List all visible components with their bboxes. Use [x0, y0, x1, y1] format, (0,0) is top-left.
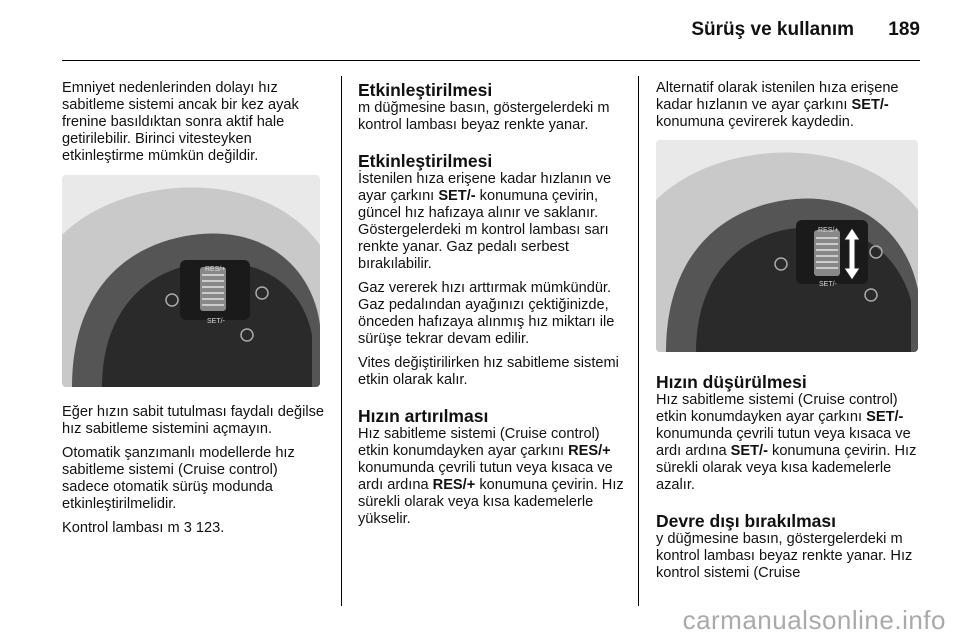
column-1: [62, 80, 327, 172]
column-2: [358, 80, 628, 535]
cruise-control-icon: m: [597, 100, 610, 116]
steering-wheel-image-2: [656, 140, 918, 352]
paragraph: y düğmesine basın, göstergelerdeki m kontrol lambası beyaz renkte yanar. Hız kontrol sistemi (Cruise: [656, 531, 913, 581]
set-label: SET/-: [819, 281, 837, 288]
page-header-title: Sürüş ve kullanım: [691, 19, 854, 40]
column-3: [656, 80, 924, 138]
paragraph: Emniyet nedenlerinden dolayı hız sabitleme sistemi ancak bir kez ayak frenine basıldıktan sonra aktif hale getirilebilir. Birinci vitesteyken etkinleştirme mümkün değildir.: [62, 80, 299, 164]
cruise-cancel-icon: y: [656, 531, 664, 547]
steering-wheel-image-1: [62, 175, 320, 387]
section-heading: Devre dışı bırakılması: [656, 511, 836, 531]
res-label: RES/+: [818, 227, 839, 234]
paragraph: Hız sabitleme sistemi (Cruise control) etkin konumdayken ayar çarkını SET/- konumunda çevrili tutun veya kısaca ve ardı ardına SET/- konumuna çevirin. Hız sürekli olarak veya kısa kademelerle azalır.: [656, 392, 917, 493]
watermark: carmanualsonline.info: [682, 605, 946, 635]
paragraph: Kontrol lambası m 3 123.: [62, 520, 225, 536]
paragraph: m düğmesine basın, göstergelerdeki m kontrol lambası beyaz renkte yanar.: [358, 100, 610, 133]
cruise-control-icon: m: [358, 100, 371, 116]
set-label: SET/-: [207, 318, 225, 325]
section-heading: Hızın artırılması: [358, 406, 489, 426]
res-label: RES/+: [205, 266, 226, 273]
paragraph: Vites değiştirilirken hız sabitleme sistemi etkin olarak kalır.: [358, 355, 619, 388]
cruise-control-icon: m: [167, 520, 180, 536]
column-divider-1: [341, 76, 342, 606]
page-reference-icon: 3: [183, 520, 192, 536]
cruise-control-icon: m: [465, 222, 478, 238]
section-heading: Etkinleştirilmesi: [358, 151, 493, 171]
cruise-control-icon: m: [890, 531, 903, 547]
thumbwheel: [814, 230, 840, 276]
header-rule: [62, 60, 920, 61]
paragraph: İstenilen hıza erişene kadar hızlanın ve ayar çarkını SET/- konumuna çevirin, güncel hız hafızaya alınır ve saklanır. Göstergelerdeki m kontrol lambası sarı renkte yanar. Gaz pedalı serbest bırakılabilir.: [358, 171, 612, 272]
paragraph: Hız sabitleme sistemi (Cruise control) etkin konumdayken ayar çarkını RES/+ konumunda çevrili tutun veya kısaca ve ardı ardına RES/+ konumuna çevirin. Hız sürekli olarak veya kısa kademelerle yükselir.: [358, 426, 624, 527]
column-3-lower: [656, 372, 924, 589]
paragraph: Alternatif olarak istenilen hıza erişene kadar hızlanın ve ayar çarkını SET/- konumuna çevirerek kaydedin.: [656, 80, 899, 130]
paragraph: Eğer hızın sabit tutulması faydalı değilse hız sabitleme sistemini açmayın.: [62, 404, 325, 437]
section-heading: Etkinleştirilmesi: [358, 80, 493, 100]
section-heading: Hızın düşürülmesi: [656, 372, 807, 392]
page-number: 189: [888, 19, 920, 40]
column-1-lower: [62, 404, 327, 544]
column-divider-2: [638, 76, 639, 606]
paragraph: Otomatik şanzımanlı modellerde hız sabitleme sistemi (Cruise control) sadece otomatik sürüş modunda etkinleştirilmelidir.: [62, 445, 295, 512]
paragraph: Gaz vererek hızı arttırmak mümkündür. Gaz pedalından ayağınızı çektiğinizde, önceden hafızaya alınmış hız miktarı ile sürüşe tekrar devam edilir.: [358, 280, 615, 347]
